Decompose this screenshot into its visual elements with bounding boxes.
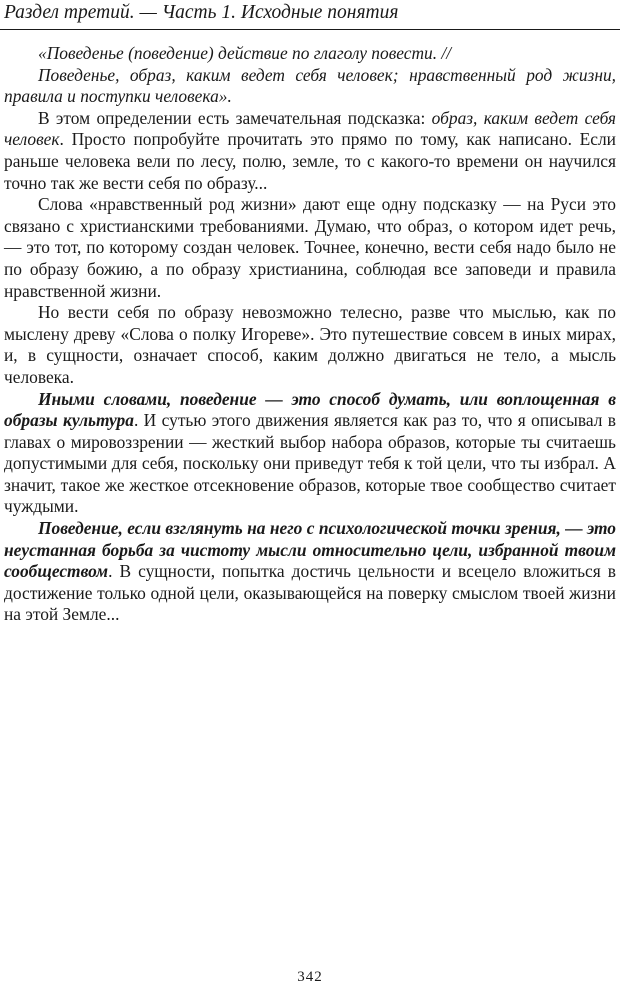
paragraph-3: Но вести себя по образу невозможно телесно, разве что мыслью, как по мыслену древу «Слова о полку Игореве». Это путешествие совсем в иных мирах, и, в сущности, означает способ, каким должно двигаться не тело, а мысль человека. [4,302,616,387]
paragraph-5 [4,518,616,626]
quote-line-2: Поведенье, образ, каким ведет себя человек; нравственный род жизни, правила и поступки человека». [4,64,616,107]
main-text [4,43,616,626]
running-head: Раздел третий. — Часть 1. Исходные понятия [4,2,399,23]
paragraph-4 [4,389,616,519]
paragraph-4-rest: . И сутью этого движения является как раз то, что я описывал в главах о мировоззрении — жесткий выбор набора образов, которые ты считаешь допустимыми для себя, поскольку они приведут тебя к той цели, что ты избрал. А значит, такое же жесткое отсекновение образов, которые твое сообщество считает чуждыми. [4,410,616,517]
paragraph-1 [4,108,616,194]
page-number: 342 [297,969,323,985]
paragraph-4-bold-emphasis: Иными словами, поведение — это способ думать, или воплощенная в образы культура [4,388,616,431]
quote-line-1: «Поведенье (поведение) действие по глаголу повести. // [38,43,452,63]
paragraph-1-emphasis: образ, каким ведет себя человек [4,107,616,150]
paragraph-1-start: В этом определении есть замечательная подсказка: [38,107,432,128]
paragraph-5-bold-emphasis: Поведение, если взглянуть на него с психологической точки зрения, — это неустанная борьба за чистоту мысли относительно цели, избранной твоим сообществом [4,518,616,582]
header-rule [0,29,620,30]
paragraph-5-rest: . В сущности, попытка достичь цельности и всецело вложиться в достижение только одной цели, оказывающейся на поверку смыслом твоей жизни на этой Земле... [4,561,616,625]
paragraph-2: Слова «нравственный род жизни» дают еще одну подсказку — на Руси это связано с христианскими требованиями. Думаю, что образ, о котором идет речь, — это тот, по которому создан человек. Точнее, конечно, вести себя надо было не по образу божию, а по образу христианина, соблюдая все заповеди и правила нравственной жизни. [4,194,616,301]
paragraph-1-rest: . Просто попробуйте прочитать это прямо по тому, как написано. Если раньше человека вели по лесу, полю, земле, то с какого-то времени он научился точно так же вести себя по образу... [4,129,616,193]
